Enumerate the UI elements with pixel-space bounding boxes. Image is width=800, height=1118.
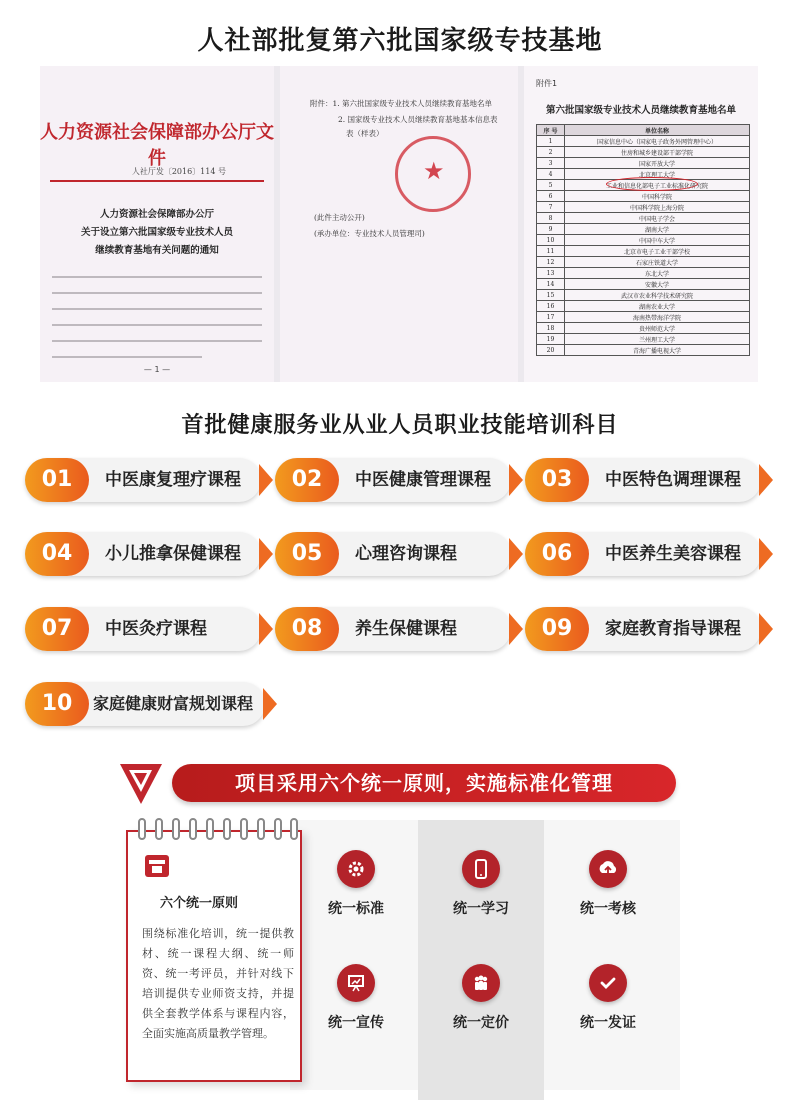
attachment-line: 附件：1. 第六批国家级专业技术人员继续教育基地名单: [310, 99, 493, 108]
course-item: [275, 458, 511, 502]
principles-banner: [172, 764, 676, 802]
page-number: — 1 —: [143, 365, 171, 374]
highlight-circle: [606, 177, 698, 191]
row-number: 13: [537, 268, 565, 279]
column-header-no: 序 号: [537, 125, 565, 136]
course-item: [25, 607, 261, 651]
course-item: [525, 458, 761, 502]
row-number: 9: [537, 224, 565, 235]
course-label: 中医特色调理课程: [605, 470, 741, 490]
course-number: 08: [275, 607, 339, 651]
ring-icon: [223, 818, 231, 840]
list-title: 第六批国家级专业技术人员继续教育基地名单: [545, 105, 736, 116]
table-row: [537, 136, 750, 147]
row-name: 湖南农业大学: [565, 301, 750, 312]
ring-icon: [290, 818, 298, 840]
course-number: 05: [275, 532, 339, 576]
table-row: [537, 202, 750, 213]
row-name: 中国中车大学: [565, 235, 750, 246]
course-label: 小儿推拿保健课程: [105, 544, 241, 564]
base-list-table: [536, 124, 750, 356]
table-row: [537, 323, 750, 334]
feature-unified-standard: [296, 850, 416, 918]
table-row: [537, 334, 750, 345]
row-number: 20: [537, 345, 565, 356]
arrow-icon: [509, 613, 523, 645]
check-icon: [589, 964, 627, 1002]
course-number: 01: [25, 458, 89, 502]
body-text-line: [52, 308, 262, 310]
table-row: [537, 345, 750, 356]
row-name: 兰州理工大学: [565, 334, 750, 345]
course-item: [25, 532, 261, 576]
ring-icon: [206, 818, 214, 840]
official-seal: [395, 136, 471, 212]
row-name: 国家信息中心（国家电子政务外网管理中心）: [565, 136, 750, 147]
row-name: 湖南大学: [565, 224, 750, 235]
document-scans: [40, 66, 758, 382]
ring-icon: [240, 818, 248, 840]
section-title-base: 人社部批复第六批国家级专技基地: [197, 26, 603, 56]
row-name: 中国科学院: [565, 191, 750, 202]
row-number: 7: [537, 202, 565, 213]
row-name: 北京市电子工业干部学校: [565, 246, 750, 257]
course-item: [275, 607, 511, 651]
course-label: 中医养生美容课程: [605, 544, 741, 564]
course-number: 03: [525, 458, 589, 502]
body-text-line: [52, 340, 262, 342]
row-name: 武汉市农业科学技术研究院: [565, 290, 750, 301]
feature-label: 统一宣传: [328, 1015, 384, 1031]
arrow-icon: [509, 538, 523, 570]
row-name: 国家开放大学: [565, 158, 750, 169]
attachment-line: (承办单位：专业技术人员管理司): [314, 229, 425, 238]
arrow-icon: [259, 538, 273, 570]
upload-icon: [589, 850, 627, 888]
table-row: [537, 213, 750, 224]
row-number: 4: [537, 169, 565, 180]
table-row: [537, 268, 750, 279]
table-row: [537, 235, 750, 246]
course-label: 家庭健康财富规划课程: [93, 694, 254, 713]
row-number: 18: [537, 323, 565, 334]
card-description: 围绕标准化培训，统一提供教材、统一课程大纲、统一师资、统一考评员，并针对线下培训提供专业师资支持，并提供全套教学体系与课程内容，全面实施高质量教学管理。: [142, 927, 294, 1040]
row-number: 12: [537, 257, 565, 268]
notice-document: [40, 66, 274, 382]
attachment-line: 2. 国家级专业技术人员继续教育基地基本信息表: [338, 115, 498, 124]
row-number: 15: [537, 290, 565, 301]
attachment-document: [280, 66, 518, 382]
attachment-line: (此件主动公开): [314, 213, 365, 222]
row-name: 安徽大学: [565, 279, 750, 290]
document-title-line: 关于设立第六批国家级专业技术人员: [80, 227, 233, 238]
row-name: 工业和信息化部电子工业标准化研究院: [565, 180, 750, 191]
course-item: [525, 607, 761, 651]
feature-label: 统一考核: [580, 901, 636, 917]
row-number: 14: [537, 279, 565, 290]
ring-icon: [274, 818, 282, 840]
table-row: [537, 224, 750, 235]
course-label: 中医灸疗课程: [105, 619, 207, 639]
feature-unified-pricing: [421, 964, 541, 1032]
row-number: 16: [537, 301, 565, 312]
table-row: [537, 290, 750, 301]
red-rule: [50, 180, 264, 182]
course-item: [275, 532, 511, 576]
course-label: 养生保健课程: [355, 619, 457, 639]
star-icon: ★: [423, 157, 445, 185]
body-text-line: [52, 292, 262, 294]
row-number: 1: [537, 136, 565, 147]
arrow-icon: [759, 538, 773, 570]
table-header-row: [537, 125, 750, 136]
row-name: 住房和城乡建设部干部学院: [565, 147, 750, 158]
people-icon: [462, 964, 500, 1002]
row-number: 5: [537, 180, 565, 191]
course-label: 中医健康管理课程: [355, 470, 491, 490]
row-name: 中国电子学会: [565, 213, 750, 224]
attachment-label: 附件1: [536, 79, 558, 88]
row-number: 11: [537, 246, 565, 257]
row-name: 中国科学院上海分院: [565, 202, 750, 213]
course-number: 09: [525, 607, 589, 651]
course-item: [525, 532, 761, 576]
table-row: [537, 301, 750, 312]
ring-icon: [189, 818, 197, 840]
notebook-card: [126, 830, 302, 1082]
row-name: 海南热带海洋学院: [565, 312, 750, 323]
course-item: [25, 458, 261, 502]
table-row: [537, 158, 750, 169]
document-number: 人社厅发〔2016〕114 号: [131, 167, 226, 176]
column-header-name: 单位名称: [565, 125, 750, 136]
triangle-logo-icon: [118, 760, 164, 806]
attachment-line: 表（样表）: [346, 129, 384, 138]
course-item: [25, 682, 265, 726]
feature-unified-learning: [421, 850, 541, 918]
feature-unified-assessment: [548, 850, 668, 918]
course-label: 中医康复理疗课程: [105, 470, 241, 490]
ring-icon: [138, 818, 146, 840]
arrow-icon: [259, 464, 273, 496]
ring-icon: [257, 818, 265, 840]
arrow-icon: [263, 688, 277, 720]
document-header: 人力资源社会保障部办公厅文件: [40, 122, 274, 169]
feature-label: 统一定价: [453, 1015, 509, 1031]
body-text-line: [52, 356, 202, 358]
base-list-document: [524, 66, 758, 382]
course-label: 心理咨询课程: [355, 544, 457, 564]
card-title: 六个统一原则: [160, 896, 239, 911]
presentation-icon: [337, 964, 375, 1002]
row-name: 北京理工大学: [565, 169, 750, 180]
feature-label: 统一学习: [453, 901, 509, 917]
arrow-icon: [259, 613, 273, 645]
document-title-line: 人力资源社会保障部办公厅: [99, 209, 214, 220]
course-number: 10: [25, 682, 89, 726]
phone-icon: [462, 850, 500, 888]
body-text-line: [52, 276, 262, 278]
arrow-icon: [759, 464, 773, 496]
feature-unified-certification: [548, 964, 668, 1032]
course-number: 02: [275, 458, 339, 502]
arrow-icon: [759, 613, 773, 645]
arrow-icon: [509, 464, 523, 496]
course-label: 家庭教育指导课程: [605, 619, 741, 639]
course-number: 06: [525, 532, 589, 576]
table-row: [537, 191, 750, 202]
row-number: 10: [537, 235, 565, 246]
feature-label: 统一标准: [328, 901, 384, 917]
gear-icon: [337, 850, 375, 888]
feature-unified-promotion: [296, 964, 416, 1032]
principles-banner-text: 项目采用六个统一原则，实施标准化管理: [235, 771, 613, 795]
notebook-rings: [138, 818, 298, 840]
row-name: 东北大学: [565, 268, 750, 279]
row-number: 3: [537, 158, 565, 169]
table-row: [537, 279, 750, 290]
row-name: 青海广播电视大学: [565, 345, 750, 356]
row-number: 2: [537, 147, 565, 158]
ring-icon: [155, 818, 163, 840]
table-row: [537, 246, 750, 257]
row-number: 19: [537, 334, 565, 345]
row-number: 17: [537, 312, 565, 323]
row-number: 8: [537, 213, 565, 224]
course-number: 04: [25, 532, 89, 576]
row-name: 贵州师范大学: [565, 323, 750, 334]
document-title-line: 继续教育基地有关问题的通知: [95, 245, 219, 256]
course-number: 07: [25, 607, 89, 651]
body-text-line: [52, 324, 262, 326]
row-number: 6: [537, 191, 565, 202]
table-row: [537, 147, 750, 158]
box-icon: [144, 854, 170, 878]
row-name: 石家庄铁道大学: [565, 257, 750, 268]
table-row: [537, 257, 750, 268]
feature-label: 统一发证: [580, 1015, 636, 1031]
section-title-courses: 首批健康服务业从业人员职业技能培训科目: [181, 413, 619, 438]
table-row: [537, 312, 750, 323]
ring-icon: [172, 818, 180, 840]
